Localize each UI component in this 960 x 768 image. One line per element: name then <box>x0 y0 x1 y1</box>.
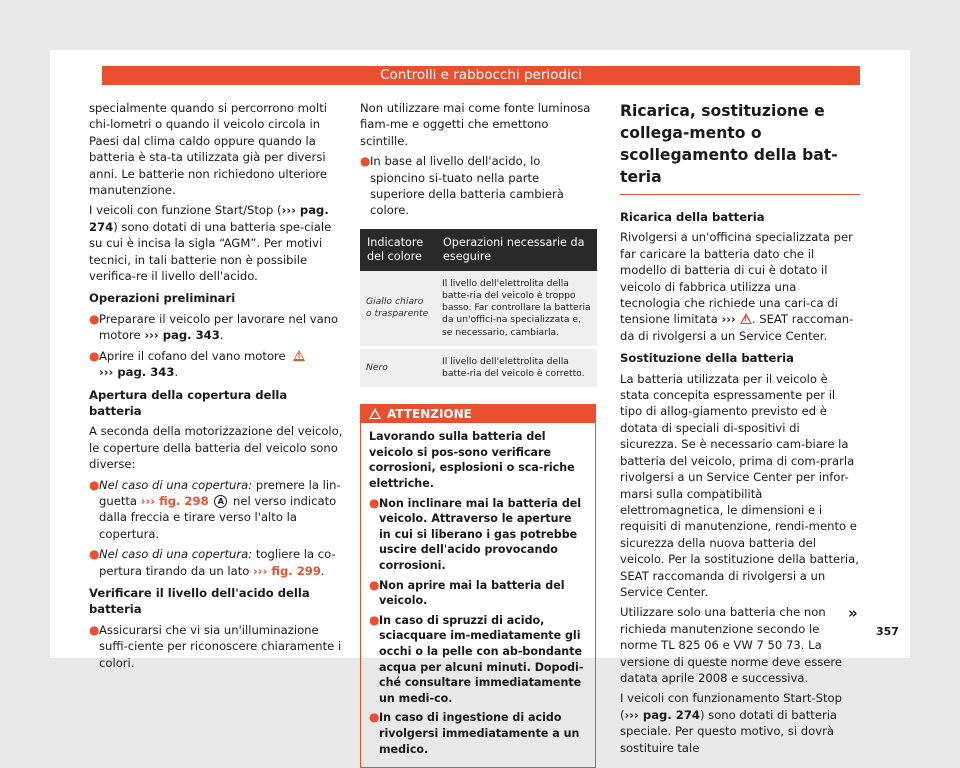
table-row <box>360 347 597 388</box>
bullet-icon: ● <box>369 577 380 592</box>
column-left <box>89 100 343 675</box>
bullet-icon: ● <box>369 710 380 725</box>
warning-triangle-icon <box>369 408 381 419</box>
table-cell: Giallo chiaro o trasparente <box>360 271 436 348</box>
paragraph: Utilizzare solo una batteria che non richieda manutenzione secondo le norme TL 825 06 e VW 7 50 73. La versione di queste norme deve essere datata aprile 2008 e successiva. <box>620 605 843 685</box>
subheading: Apertura della copertura della batteria <box>89 387 288 418</box>
bullet-icon: ● <box>369 612 380 627</box>
page-link[interactable]: ››› pag. 274 <box>624 707 700 722</box>
warning-intro: Lavorando sulla batteria del veicolo si pos-sono verificare corrosioni, esplosioni o sca-riche elettriche. <box>369 430 575 491</box>
warning-box <box>360 404 596 768</box>
bullet-icon: ● <box>360 154 371 169</box>
column-middle <box>360 100 597 768</box>
warning-triangle-icon <box>740 313 752 324</box>
callout-a-icon: A <box>214 495 227 508</box>
bullet-icon: ● <box>89 348 100 363</box>
table-cell: Il livello dell'elettrolita della batte-ria del veicolo è troppo basso. Far controllare la batteria da un'offici-na specializzata e, se necessario, cambiarla. <box>436 271 597 348</box>
continued-icon: » <box>848 604 858 622</box>
paragraph: La batteria utilizzata per il veicolo è stata concepita espressamente per il tipo di allog-giamento previsto ed è dotata di speciali di-spositivi di sicurezza. Se è necessario cam-biare la batteria del veicolo, prima di com-prarla rivolgersi a un Service Center per infor-marsi sulla compatibilità elettromagnetica, le dimensioni e i requisiti di manutenzione, rendi-mento e sicurezza della nuova batteria del veicolo. Per la sostituzione della batteria, SEAT raccomanda di rivolgersi a un Service Center. <box>620 371 859 599</box>
paragraph: specialmente quando si percorrono molti chi-lometri o quando il veicolo circola in Paesi dal clima caldo oppure quando la batteria è sta-ta utilizzata già per diversi anni. Le batterie non richiedono ulteriore manutenzione. <box>89 101 328 198</box>
list-item: ● In caso di ingestione di acido rivolgersi immediatamente a un medico. <box>369 710 580 756</box>
manual-page <box>50 50 910 756</box>
page-link[interactable]: ››› pag. 274 <box>89 203 329 234</box>
paragraph: I veicoli con funzione Start/Stop (››› pag. 274) sono dotati di una batteria spe-ciale su cui è incisa la sigla “AGM”. Per motivi tecnici, in tali batterie non è possibile verifica-re il livello dell'acido. <box>89 203 332 284</box>
figure-link[interactable]: ››› fig. 299 <box>253 563 321 578</box>
list-item: ● In base al livello dell'acido, lo spioncino si-tuato nella parte superiore della batteria cambierà colore. <box>360 154 564 218</box>
bullet-icon: ● <box>89 547 100 562</box>
paragraph: I veicoli con funzionamento Start-Stop (››› pag. 274) sono dotati di batteria speciale. Per questo motivo, si dovrà sostituire tale <box>620 691 843 755</box>
list-item: ● Nel caso di una copertura: premere la lin-guetta ››› fig. 298 A nel verso indicato dalla freccia e tirare verso l'alto la copertura. <box>89 477 341 541</box>
table-cell: Nero <box>360 347 436 388</box>
warning-triangle-icon <box>293 350 305 361</box>
paragraph: Rivolgersi a un'officina specializzata per far caricare la batteria dato che il modello di batteria di cui è dotato il veicolo di fabbrica utilizza una tecnologia che richiede una cari-ca di tensione limitata ›››! . SEAT raccoman-da di rivolgersi a un Service Center. <box>620 229 860 344</box>
bullet-icon: ● <box>369 495 380 510</box>
page-link[interactable]: ››› pag. 343 <box>144 328 220 343</box>
table-header: Indicatore del colore <box>360 229 436 271</box>
table-cell: Il livello dell'elettrolita della batte-ria del veicolo è corretto. <box>436 347 597 388</box>
chapter-header: Controlli e rabbocchi periodici <box>102 66 860 85</box>
list-item: ● Nel caso di una copertura: togliere la co-pertura tirando da un lato ››› fig. 299. <box>89 547 336 578</box>
bullet-icon: ● <box>89 311 100 326</box>
subheading: Verificare il livello dell'acido della batteria <box>89 585 310 617</box>
table-header: Operazioni necessarie da eseguire <box>436 229 597 271</box>
paragraph: A seconda della motorizzazione del veicolo, le coperture della batteria del veicolo sono diverse: <box>89 424 343 472</box>
page-link[interactable]: ››› <box>721 312 736 327</box>
list-item: ● Assicurarsi che vi sia un'illuminazione suffi-ciente per riconoscere chiaramente i colori. <box>89 622 342 670</box>
page-link[interactable]: ››› pag. 343 <box>99 365 175 380</box>
section-title: Ricarica, sostituzione e collega-mento o scollegamento della bat-teria <box>620 100 860 195</box>
subheading: Ricarica della batteria <box>620 210 765 224</box>
table-row <box>360 271 597 348</box>
figure-link[interactable]: ››› fig. 298 <box>140 493 209 508</box>
column-right <box>620 100 860 760</box>
paragraph: Non utilizzare mai come fonte luminosa fiam-me e oggetti che emettono scintille. <box>360 101 591 148</box>
list-item: ● Aprire il cofano del vano motore ! ››› pag. 343. <box>89 348 343 381</box>
subheading: Operazioni preliminari <box>89 291 236 306</box>
indicator-table <box>360 229 597 390</box>
table-header-row <box>360 229 597 271</box>
list-item: ● In caso di spruzzi di acido, sciacquare im-mediatamente gli occhi o la pelle con ab-bondante acqua per alcuni minuti. Dopodi-ché consultare immediatamente un medi-co. <box>369 612 584 705</box>
warning-header: ATTENZIONE <box>361 405 595 423</box>
bullet-icon: ● <box>89 622 100 637</box>
subheading: Sostituzione della batteria <box>620 351 794 366</box>
page-number: 357 <box>876 625 899 638</box>
warning-body <box>361 423 595 767</box>
list-item: ● Non inclinare mai la batteria del veicolo. Attraverso le aperture in cui si liberano i gas potrebbe uscire dell'acido provocando corrosioni. <box>369 495 582 573</box>
bullet-icon: ● <box>89 477 100 492</box>
list-item: ● Preparare il veicolo per lavorare nel vano motore ››› pag. 343. <box>89 311 339 343</box>
list-item: ● Non aprire mai la batteria del veicolo. <box>369 577 565 608</box>
